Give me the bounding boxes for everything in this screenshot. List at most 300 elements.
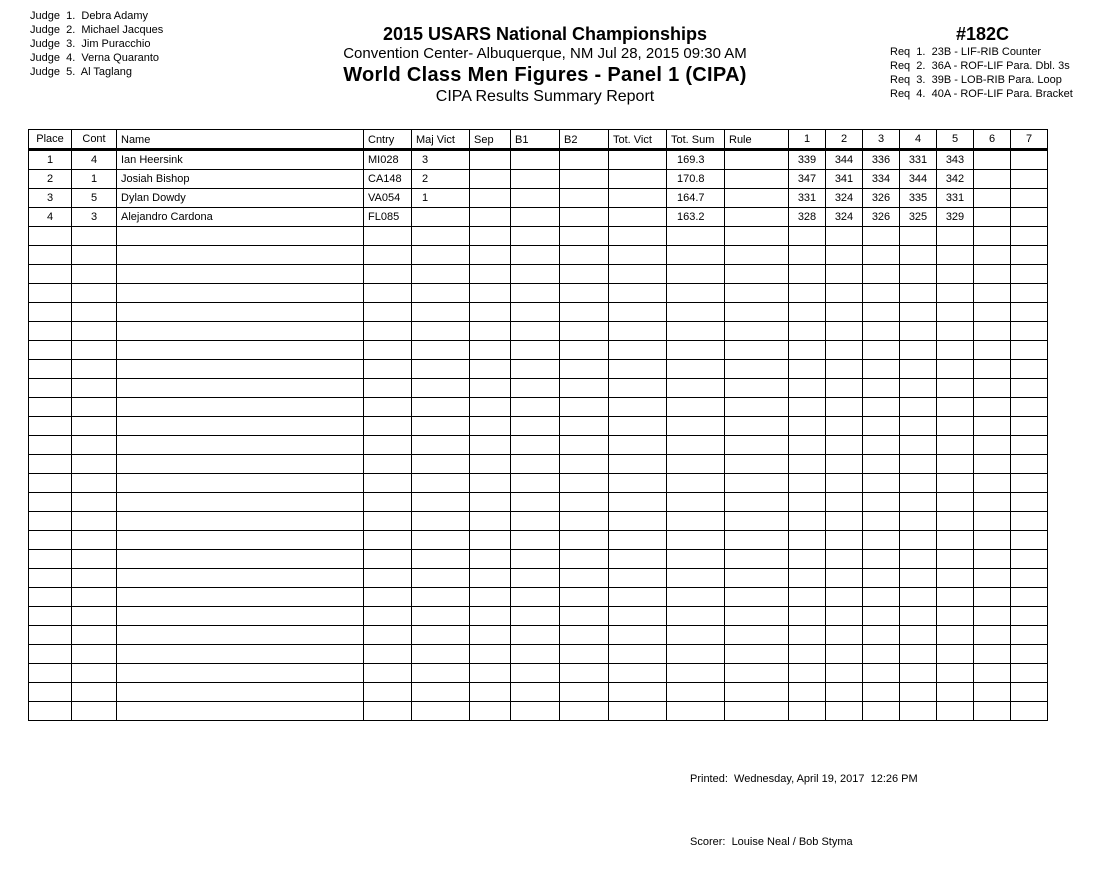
judge-4-score [900,588,937,607]
name-cell [117,474,364,493]
judge-5-score [937,588,974,607]
maj-vict-cell [412,227,470,246]
judge-2-score [826,683,863,702]
empty-table-row [29,246,1048,265]
place-cell [29,493,72,512]
judge-2-score [826,607,863,626]
judge-4-score: 335 [900,189,937,208]
judge-2-score: 341 [826,170,863,189]
judge-1-score [789,379,826,398]
judge-1-score [789,607,826,626]
judge-1-score [789,626,826,645]
judge-2-score: 344 [826,150,863,170]
b2-cell [560,569,609,588]
judge-1-score [789,702,826,721]
judge-6-score [974,322,1011,341]
tot-sum-cell [667,455,725,474]
empty-table-row [29,493,1048,512]
maj-vict-cell [412,398,470,417]
judge-1-score [789,417,826,436]
maj-vict-cell: 3 [412,150,470,170]
b1-cell [511,569,560,588]
b2-cell [560,645,609,664]
sep-cell [470,455,511,474]
name-cell [117,322,364,341]
judge-4-score: 331 [900,150,937,170]
judge-6-score [974,626,1011,645]
judge-7-score [1011,341,1048,360]
judge-3-score [863,607,900,626]
b1-cell [511,398,560,417]
name-cell [117,550,364,569]
tot-vict-cell [609,341,667,360]
judge-5-score [937,455,974,474]
judge-2-score [826,227,863,246]
name-cell [117,227,364,246]
name-cell [117,607,364,626]
judge-3: Judge 3. Jim Puracchio [30,38,151,50]
judge-5: Judge 5. Al Taglang [30,66,132,78]
tot-sum-cell [667,493,725,512]
place-cell [29,360,72,379]
sep-cell [470,474,511,493]
sep-cell [470,702,511,721]
judge-3-score [863,493,900,512]
name-cell [117,398,364,417]
judge-1-score [789,493,826,512]
cntry-cell [364,284,412,303]
judge-1-score [789,227,826,246]
judge-5-score [937,512,974,531]
judge-7-score [1011,398,1048,417]
tot-vict-cell [609,645,667,664]
cont-cell [72,626,117,645]
cont-cell [72,683,117,702]
empty-table-row [29,607,1048,626]
place-cell [29,379,72,398]
name-cell [117,493,364,512]
b2-cell [560,208,609,227]
judge-2-score [826,664,863,683]
b1-cell [511,265,560,284]
table-row [29,208,1048,227]
tot-vict-cell [609,379,667,398]
judge-7-score [1011,455,1048,474]
tot-vict-cell [609,303,667,322]
b1-cell [511,360,560,379]
judge-3-score: 326 [863,208,900,227]
name-cell: Dylan Dowdy [117,189,364,208]
judge-6-score [974,512,1011,531]
judge-4-score [900,455,937,474]
rule-cell [725,341,789,360]
rule-cell [725,550,789,569]
b2-cell [560,474,609,493]
judge-3-score [863,436,900,455]
judge-1-score [789,436,826,455]
cont-cell [72,664,117,683]
empty-table-row [29,398,1048,417]
cont-cell: 4 [72,150,117,170]
place-cell [29,550,72,569]
tot-sum-cell [667,569,725,588]
cont-cell [72,436,117,455]
cntry-cell [364,607,412,626]
judge-5-score [937,417,974,436]
b1-cell [511,607,560,626]
cntry-cell [364,474,412,493]
tot-sum-cell [667,417,725,436]
printed-timestamp: Printed: Wednesday, April 19, 2017 12:26 PM [690,773,918,785]
judge-3-score [863,512,900,531]
judge-7-score [1011,436,1048,455]
judge-6-score [974,417,1011,436]
event-title: 2015 USARS National Championships [382,24,708,44]
tot-sum-cell [667,379,725,398]
judge-1-score [789,474,826,493]
tot-sum-cell [667,474,725,493]
maj-vict-cell [412,322,470,341]
tot-sum-cell [667,588,725,607]
maj-vict-cell [412,455,470,474]
col-judge-7: 7 [1011,130,1048,150]
judges-list [30,9,163,79]
b1-cell [511,303,560,322]
judge-4-score [900,683,937,702]
col-judge-4: 4 [900,130,937,150]
name-cell [117,455,364,474]
cont-cell [72,588,117,607]
place-cell [29,626,72,645]
b2-cell [560,626,609,645]
judge-6-score [974,150,1011,170]
place-cell [29,398,72,417]
cntry-cell [364,227,412,246]
judge-3-score [863,455,900,474]
b1-cell [511,246,560,265]
judge-4-score [900,493,937,512]
judge-4-score [900,474,937,493]
judge-5-score [937,360,974,379]
judge-1-score [789,341,826,360]
judge-5-score [937,398,974,417]
b1-cell [511,474,560,493]
place-cell [29,341,72,360]
b2-cell [560,702,609,721]
cont-cell [72,341,117,360]
judge-4-score [900,322,937,341]
judge-1-score [789,322,826,341]
judge-2-score [826,455,863,474]
b2-cell [560,436,609,455]
judge-7-score [1011,645,1048,664]
b1-cell [511,626,560,645]
place-cell: 4 [29,208,72,227]
judge-1-score [789,512,826,531]
requirement-1: Req 1. 23B - LIF-RIB Counter [890,46,1042,58]
sep-cell [470,227,511,246]
b2-cell [560,550,609,569]
judge-5-score [937,645,974,664]
judge-4-score [900,436,937,455]
name-cell: Josiah Bishop [117,170,364,189]
venue-line: Convention Center- Albuquerque, NM Jul 28, 2015 09:30 AM [343,45,747,62]
rule-cell [725,702,789,721]
judge-2-score [826,341,863,360]
requirement-4: Req 4. 40A - ROF-LIF Para. Bracket [890,88,1073,100]
cont-cell: 3 [72,208,117,227]
judge-5-score [937,683,974,702]
cntry-cell: VA054 [364,189,412,208]
b1-cell [511,664,560,683]
judge-2-score [826,398,863,417]
cntry-cell: MI028 [364,150,412,170]
judge-7-score [1011,379,1048,398]
judge-4-score [900,265,937,284]
judge-4-score [900,360,937,379]
cont-cell [72,379,117,398]
judge-2: Judge 2. Michael Jacques [30,24,164,36]
judge-4-score [900,550,937,569]
rule-cell [725,493,789,512]
judge-3-score [863,265,900,284]
rule-cell [725,474,789,493]
place-cell [29,265,72,284]
b1-cell [511,683,560,702]
tot-sum-cell: 169.3 [667,150,725,170]
b2-cell [560,417,609,436]
judge-6-score [974,303,1011,322]
name-cell [117,265,364,284]
judge-5-score [937,607,974,626]
tot-vict-cell [609,550,667,569]
judge-7-score [1011,208,1048,227]
empty-table-row [29,569,1048,588]
cntry-cell [364,493,412,512]
sep-cell [470,417,511,436]
b1-cell [511,588,560,607]
sep-cell [470,569,511,588]
judge-6-score [974,569,1011,588]
judge-5-score [937,436,974,455]
rule-cell [725,512,789,531]
col-judge-5: 5 [937,130,974,150]
judge-1-score [789,645,826,664]
b1-cell [511,702,560,721]
judge-2-score [826,265,863,284]
sep-cell [470,531,511,550]
judge-7-score [1011,664,1048,683]
judge-6-score [974,246,1011,265]
place-cell [29,645,72,664]
place-cell [29,512,72,531]
rule-cell [725,588,789,607]
b2-cell [560,322,609,341]
col-rule: Rule [725,130,789,150]
b2-cell [560,607,609,626]
header-row [29,130,1048,150]
judge-6-score [974,531,1011,550]
cont-cell [72,360,117,379]
maj-vict-cell [412,379,470,398]
b2-cell [560,512,609,531]
col-judge-6: 6 [974,130,1011,150]
rule-cell [725,683,789,702]
name-cell [117,360,364,379]
maj-vict-cell: 1 [412,189,470,208]
results-table [28,129,1048,721]
tot-vict-cell [609,227,667,246]
cont-cell: 1 [72,170,117,189]
place-cell [29,474,72,493]
rule-cell [725,360,789,379]
judge-6-score [974,379,1011,398]
empty-table-row [29,588,1048,607]
judge-4-score [900,379,937,398]
name-cell [117,512,364,531]
judge-2-score [826,702,863,721]
maj-vict-cell [412,436,470,455]
judge-7-score [1011,170,1048,189]
report-footer [690,727,918,874]
col-b2: B2 [560,130,609,150]
requirement-3: Req 3. 39B - LOB-RIB Para. Loop [890,74,1062,86]
col-judge-3: 3 [863,130,900,150]
empty-table-row [29,645,1048,664]
judge-7-score [1011,493,1048,512]
judge-5-score: 329 [937,208,974,227]
maj-vict-cell [412,512,470,531]
tot-vict-cell [609,493,667,512]
judge-4-score [900,607,937,626]
b1-cell [511,170,560,189]
maj-vict-cell [412,417,470,436]
event-name: World Class Men Figures - Panel 1 (CIPA) [343,64,747,86]
maj-vict-cell [412,474,470,493]
judge-2-score [826,417,863,436]
judge-6-score [974,208,1011,227]
b1-cell [511,455,560,474]
empty-table-row [29,417,1048,436]
table-row [29,150,1048,170]
judge-1-score [789,265,826,284]
judge-3-score [863,474,900,493]
cntry-cell [364,626,412,645]
cont-cell [72,493,117,512]
tot-sum-cell [667,341,725,360]
col-judge-2: 2 [826,130,863,150]
judge-6-score [974,227,1011,246]
b1-cell [511,322,560,341]
judge-4-score [900,664,937,683]
judge-5-score [937,626,974,645]
judge-3-score [863,531,900,550]
judge-7-score [1011,189,1048,208]
cont-cell [72,322,117,341]
requirement-2: Req 2. 36A - ROF-LIF Para. Dbl. 3s [890,60,1070,72]
maj-vict-cell [412,303,470,322]
place-cell [29,683,72,702]
sep-cell [470,208,511,227]
judge-5-score [937,493,974,512]
judge-7-score [1011,569,1048,588]
empty-table-row [29,512,1048,531]
judge-1: Judge 1. Debra Adamy [30,10,149,22]
cntry-cell [364,455,412,474]
cont-cell [72,645,117,664]
sep-cell [470,664,511,683]
judge-7-score [1011,683,1048,702]
cntry-cell: FL085 [364,208,412,227]
judge-6-score [974,436,1011,455]
b2-cell [560,398,609,417]
judge-3-score [863,588,900,607]
cont-cell [72,246,117,265]
b2-cell [560,664,609,683]
rule-cell [725,664,789,683]
b2-cell [560,150,609,170]
place-cell: 3 [29,189,72,208]
cntry-cell [364,531,412,550]
tot-vict-cell [609,531,667,550]
maj-vict-cell [412,664,470,683]
tot-vict-cell [609,683,667,702]
cont-cell [72,474,117,493]
place-cell [29,303,72,322]
b1-cell [511,284,560,303]
rule-cell [725,531,789,550]
place-cell [29,702,72,721]
place-cell [29,227,72,246]
cntry-cell [364,322,412,341]
tot-vict-cell [609,569,667,588]
tot-sum-cell [667,322,725,341]
place-cell [29,436,72,455]
tot-sum-cell [667,284,725,303]
tot-vict-cell [609,246,667,265]
judge-3-score: 336 [863,150,900,170]
judge-2-score [826,246,863,265]
judge-1-score: 331 [789,189,826,208]
judge-7-score [1011,588,1048,607]
sep-cell [470,626,511,645]
cntry-cell [364,436,412,455]
judge-3-score: 326 [863,189,900,208]
sep-cell [470,398,511,417]
judge-5-score [937,379,974,398]
tot-sum-cell [667,550,725,569]
rule-cell [725,170,789,189]
judge-4-score [900,341,937,360]
place-cell [29,246,72,265]
cntry-cell [364,550,412,569]
sep-cell [470,284,511,303]
judge-1-score [789,569,826,588]
judge-6-score [974,398,1011,417]
col-b1: B1 [511,130,560,150]
table-row [29,189,1048,208]
col-maj-vict: Maj Vict [412,130,470,150]
judge-2-score [826,588,863,607]
empty-table-row [29,322,1048,341]
rule-cell [725,417,789,436]
b1-cell [511,531,560,550]
sep-cell [470,189,511,208]
tot-vict-cell [609,417,667,436]
judge-2-score: 324 [826,208,863,227]
judge-6-score [974,664,1011,683]
judge-7-score [1011,702,1048,721]
